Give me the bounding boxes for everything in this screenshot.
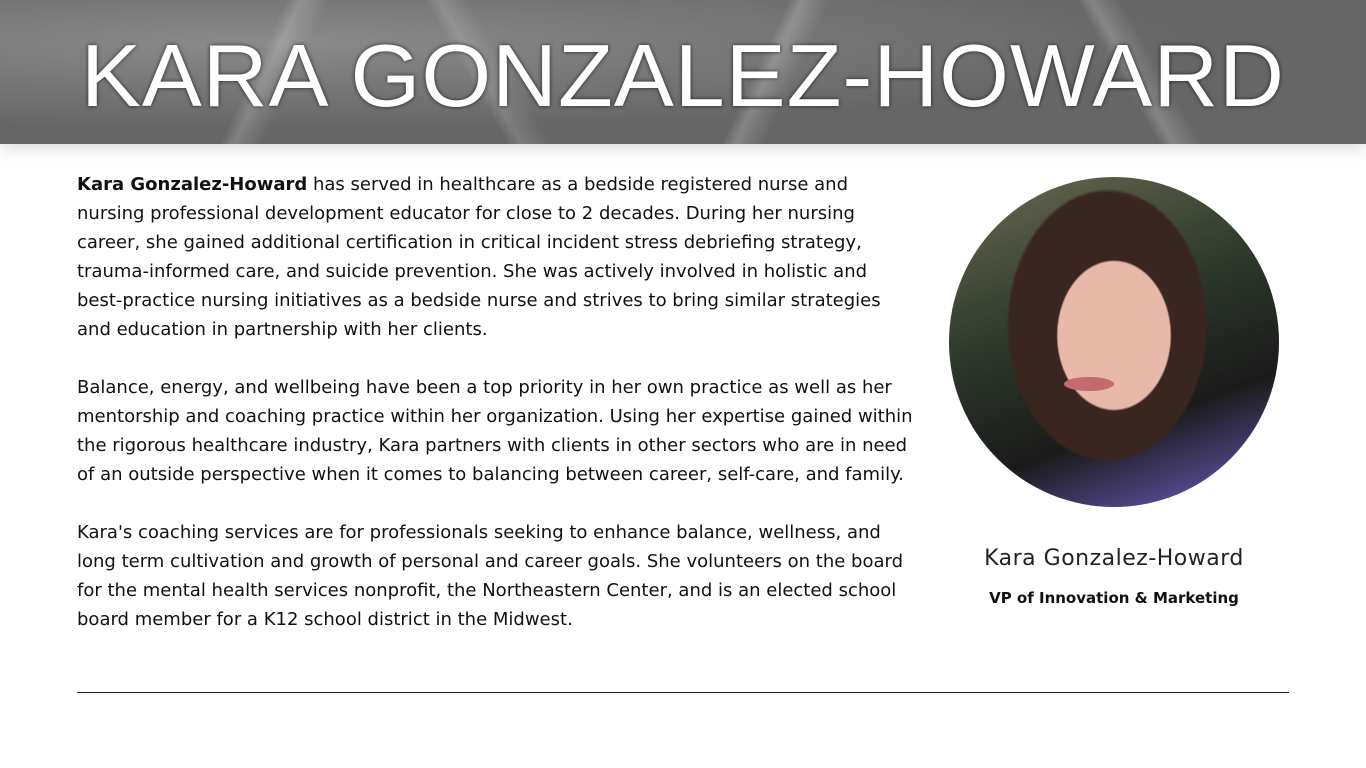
bio-paragraph-1: [77, 170, 917, 344]
divider: [77, 692, 1289, 693]
bio-paragraph-3: Kara's coaching services are for professionals seeking to enhance balance, wellness, and long term cultivation and growth of personal and career goals. She volunteers on the board for the mental health services nonprofit, the Northeastern Center, and is an elected school board member for a K12 school district in the Midwest.: [77, 522, 904, 630]
profile-photo: [949, 177, 1279, 507]
bio-paragraph-2: Balance, energy, and wellbeing have been a top priority in her own practice as well as her mentorship and coaching practice within her organization. Using her expertise gained within the rigorous healthcare industry, Kara partners with clients in other sectors who are in need of an outside perspective when it comes to balancing between career, self-care, and family.: [77, 377, 913, 485]
bio-name-bold: Kara Gonzalez-Howard: [77, 174, 308, 195]
bio-text: [77, 170, 917, 663]
page-title: KARA GONZALEZ-HOWARD: [80, 26, 1286, 125]
photo-detail: [1064, 377, 1114, 391]
profile-name: Kara Gonzalez-Howard: [984, 546, 1244, 571]
bio-paragraph-1-text: has served in healthcare as a bedside registered nurse and nursing professional development educator for close to 2 decades. During her nursing career, she gained additional certification in critical incident stress debriefing strategy, trauma-informed care, and suicide prevention. She was actively involved in holistic and best-practice nursing initiatives as a bedside nurse and strives to bring similar strategies and education in partnership with her clients.: [77, 174, 881, 340]
profile-role: VP of Innovation & Marketing: [989, 589, 1239, 607]
header-banner: [0, 0, 1366, 144]
